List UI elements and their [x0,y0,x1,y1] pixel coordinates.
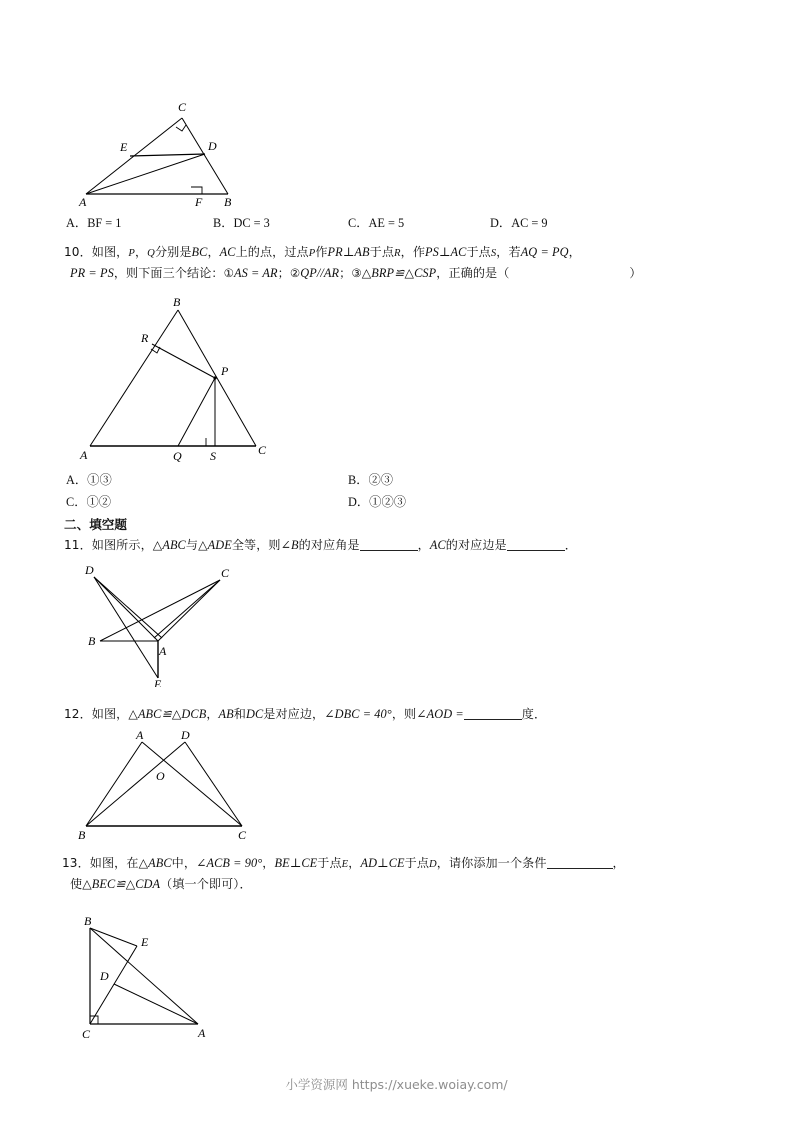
q11-cn-3: 全等，则 [231,538,281,552]
q10-perp-pr-ab: PR⊥AB [327,245,370,259]
q10-comma-1: ， [134,245,148,259]
q11-period: ． [564,538,577,552]
q10-semi-2: ； [339,266,352,280]
q10-var-p: P [128,248,135,259]
figure-q12-label-D: D [181,728,190,742]
q11-cn-2: 与 [185,538,199,552]
q9-option-a[interactable] [66,213,121,231]
figure-q11-label-E: E [154,677,162,687]
q10-cn-3: 上的点，过点 [235,245,309,259]
figure-q10-label-P: P [221,364,229,378]
q11-answer-blank-1[interactable] [360,538,418,551]
q10-option-a-text: A．①③ [66,473,112,487]
q13-point-e: E [341,859,349,870]
q10-circled-3: ③ [351,266,362,280]
q9-option-d-text: AC = 9 [511,216,548,230]
figure-q10 [78,296,278,462]
q13-congruence: △BEC≌△CDA [82,877,161,891]
figure-q12-label-C: C [238,828,247,840]
q13-comma-1: ， [262,856,275,870]
q12-answer-blank[interactable] [464,707,522,720]
q13-cn-4: 于点 [404,856,430,870]
figure-q10-label-A: A [80,448,88,462]
figure-q12-label-B: B [78,828,86,840]
q12-seg-ab: AB [218,707,234,721]
figure-q11 [80,562,240,687]
q13-cn-7: （填一个即可）． [160,877,252,891]
q11-comma: ， [417,538,430,552]
figure-q11-label-B: B [88,634,96,648]
figure-q10-label-S: S [210,449,216,462]
figure-q11-label-C: C [221,566,230,580]
q12-angle-aod: ∠AOD = [416,707,464,721]
q10-circled-2: ② [289,266,301,280]
figure-q10-label-Q: Q [173,449,182,462]
figure-q13-label-B: B [84,914,92,928]
q10-perp-ps-ac: PS⊥AC [425,245,467,259]
q9-option-a-prefix: A． [66,216,88,230]
q10-line-1 [64,242,581,264]
q13-answer-blank[interactable] [547,856,613,869]
q10-cn-6: 作 [412,245,426,259]
q11-line-1 [64,535,577,556]
q12-number: 12． [64,707,92,721]
q11-triangle-1: △ABC [152,538,186,552]
q9-option-b-prefix: B． [213,216,234,230]
q9-option-d-prefix: D． [490,216,512,230]
q10-cn-8: 若 [508,245,521,259]
q10-var-s: S [490,248,497,259]
q13-perp-ad-ce: AD⊥CE [360,856,405,870]
q13-cn-1: 如图，在 [89,856,139,870]
q13-perp-be-ce: BE⊥CE [274,856,318,870]
q12-seg-dc: DC [245,707,264,721]
q10-option-d[interactable] [348,492,406,510]
q12-cn-1: 如图， [91,707,129,721]
q10-cn-4: 作 [315,245,328,259]
q10-comma-2: ， [207,245,220,259]
figure-q9-label-C: C [178,100,187,114]
q10-option-c-text: C．①② [66,495,112,509]
q12-line-1 [64,704,546,725]
footer-site-name: 小学资源网 [285,1077,348,1092]
figure-q13-label-A: A [198,1026,206,1040]
q10-var-r: R [394,248,401,259]
q12-cn-3: 是对应边， [263,707,325,721]
q11-cn-1: 如图所示， [91,538,153,552]
q13-number: 13． [62,856,90,870]
q10-concl-2: QP//AR [300,266,340,280]
q9-option-a-text: BF = 1 [87,216,122,230]
q10-seg-bc: BC [191,245,208,259]
q9-option-b[interactable] [213,213,270,231]
figure-q9-label-A: A [79,195,87,206]
q10-cn-10: ，正确的是（ [436,266,510,280]
q12-cn-4: ，则 [391,707,417,721]
q13-cn-2: 中， [171,856,197,870]
q11-number: 11． [64,538,92,552]
figure-q13-label-C: C [82,1027,91,1041]
q10-comma-3: ， [400,245,413,259]
section-heading-fill-blank: 二、填空题 [64,517,127,532]
q10-concl-3: △BRP≌△CSP [361,266,437,280]
q10-option-d-text: D．①②③ [348,495,407,509]
q10-var-p2: P [308,248,316,259]
figure-q12-label-O: O [156,769,165,783]
figure-q12-label-A: A [136,728,144,742]
q10-option-a[interactable] [66,470,112,488]
q12-comma-1: ， [206,707,219,721]
q11-triangle-2: △ADE [198,538,232,552]
q12-angle-dbc: ∠DBC = 40° [324,707,392,721]
q13-line1-end: ， [612,856,625,870]
q9-option-b-text: DC = 3 [233,216,270,230]
q13-line-2 [70,874,252,895]
q9-option-c[interactable] [348,213,404,231]
q11-cn-5: 的对应边是 [445,538,507,552]
q10-option-b[interactable] [348,470,393,488]
footer-watermark [0,1075,793,1093]
q11-answer-blank-2[interactable] [507,538,565,551]
figure-q9 [72,96,252,206]
q10-seg-ac: AC [219,245,236,259]
figure-q11-label-D: D [85,563,94,577]
q10-close-paren: ） [629,266,642,280]
q10-cn-5: 于点 [369,245,395,259]
q13-comma-2: ， [348,856,361,870]
q10-option-b-text: B．②③ [348,473,394,487]
figure-q13-label-D: D [100,969,109,983]
q10-comma-4: ， [496,245,509,259]
q13-point-d: D [429,859,437,870]
q12-cn-2: 和 [233,707,246,721]
footer-url: https://xueke.woiay.com/ [351,1077,508,1092]
q10-semi-1: ； [277,266,290,280]
q11-angle-b: ∠B [280,538,299,552]
q9-option-d[interactable] [490,213,548,231]
q10-cn-2: 分别是 [154,245,192,259]
figure-q10-label-C: C [258,443,267,457]
q13-cn-5: ，请你添加一个条件 [436,856,547,870]
q13-cn-6: 使 [70,877,83,891]
figure-q9-label-E: E [120,140,128,154]
q10-option-c[interactable] [66,492,111,510]
q13-triangle-abc: △ABC [138,856,172,870]
q13-angle-acb: ∠ACB = 90° [196,856,263,870]
q12-unit: 度． [521,707,547,721]
figure-q9-label-F: F [195,195,203,206]
q10-comma-5: ， [568,245,581,259]
q9-option-c-prefix: C． [348,216,369,230]
figure-q9-label-B: B [224,195,232,206]
q10-cn-9: ，则下面三个结论： [113,266,224,280]
figure-q10-label-B: B [173,296,181,309]
q10-eq-aq-pq: AQ = PQ [520,245,569,259]
q10-var-q: Q [147,248,155,259]
q10-concl-1: AS = AR [234,266,278,280]
q13-cn-3: 于点 [317,856,342,870]
q13-line-1 [62,853,625,875]
q11-cn-4: 的对应角是 [298,538,360,552]
figure-q10-label-R: R [141,331,149,345]
q9-option-c-text: AE = 5 [368,216,405,230]
figure-q11-label-A: A [159,644,167,658]
q10-eq-pr-ps: PR = PS [70,266,114,280]
q10-number: 10． [64,245,92,259]
q12-congruence: △ABC≌△DCB [128,707,207,721]
q10-line-2 [70,263,642,284]
q10-cn-1: 如图， [91,245,129,259]
figure-q12 [72,728,262,840]
q10-circled-1: ① [223,266,235,280]
figure-q13-label-E: E [141,935,149,949]
q10-cn-7: 于点 [466,245,491,259]
q11-seg-ac: AC [429,538,446,552]
figure-q9-label-D: D [208,139,217,153]
figure-q13 [70,914,230,1054]
